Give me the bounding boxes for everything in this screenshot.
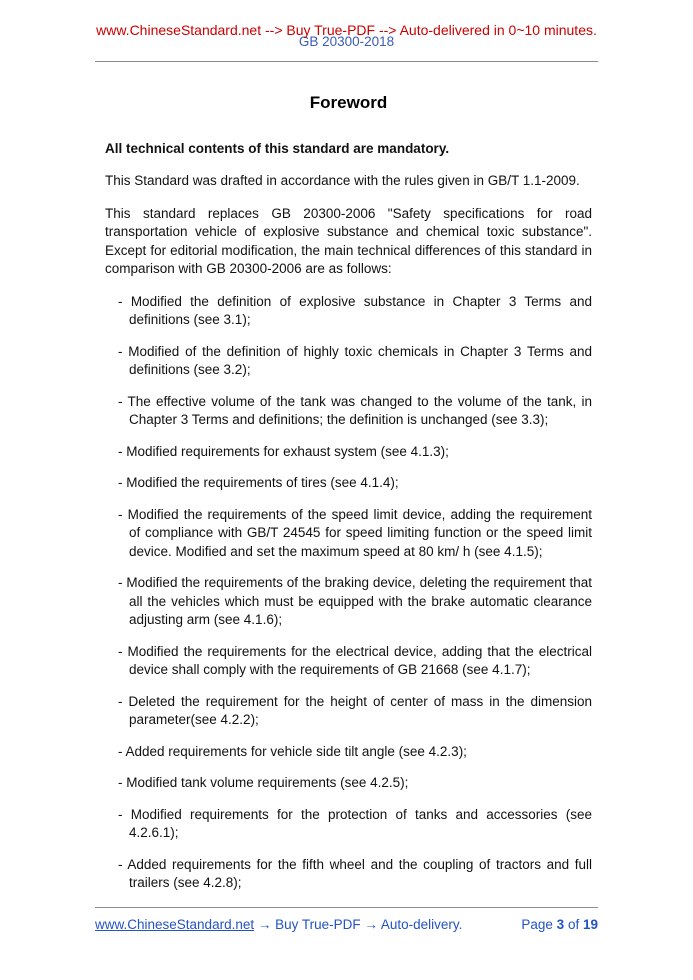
page-label: Page [521, 917, 553, 932]
of-label: of [567, 917, 580, 932]
list-item: - Modified tank volume requirements (see 4.2.5); [118, 775, 409, 790]
list-item: - Modified the requirements of the braking device, deleting the requirement that all the vehicles which must be equipped with the brake automatic clearance adjusting arm (see 4.1.6); [118, 575, 592, 627]
page-indicator [521, 917, 598, 932]
list-item: - Modified the requirements for the electrical device, adding that the electrical device shall comply with the requirements of GB 21668 (see 4.1.7); [118, 643, 592, 677]
total-pages: 19 [582, 917, 598, 932]
page-number: 3 [556, 917, 565, 932]
list-item: - Added requirements for vehicle side tilt angle (see 4.2.3); [118, 743, 467, 759]
paragraph-replaces: This standard replaces GB 20300-2006 "Safety specifications for road transportation vehicle of explosive substance and chemical toxic substance". Except for editorial modification, the main technical differences of this standard in comparison with GB 20300-2006 are as follows: [105, 205, 592, 276]
list-item: - Modified the definition of explosive substance in Chapter 3 Terms and definitions (see 3.1); [118, 293, 592, 327]
doc-number: GB 20300-2018 [298, 34, 395, 49]
list-item: - Added requirements for the fifth wheel and the coupling of tractors and full trailers (see 4.2.8); [118, 856, 592, 890]
footer-promo [95, 917, 462, 932]
list-item: - Modified the requirements of the speed limit device, adding the requirement of compliance with GB/T 24545 for speed limiting function or the speed limit device. Modified and set the maximum speed at 80 km/ h (see 4.1.5); [118, 506, 592, 559]
footer-link[interactable]: www.ChineseStandard.net [95, 917, 255, 932]
list-item: - Deleted the requirement for the height of center of mass in the dimension parameter(see 4.2.2); [118, 693, 592, 727]
bullet-list [105, 293, 592, 893]
paragraph-drafted: This Standard was drafted in accordance with the rules given in GB/T 1.1-2009. [105, 173, 580, 188]
page-title: Foreword [309, 93, 388, 112]
list-item: - The effective volume of the tank was changed to the volume of the tank, in Chapter 3 Terms and definitions; the definition is unchanged (see 3.3); [118, 393, 592, 427]
document-body [105, 86, 592, 906]
list-item: - Modified of the definition of highly toxic chemicals in Chapter 3 Terms and definitions (see 3.2); [118, 343, 592, 377]
page-footer [95, 907, 598, 932]
header-divider [95, 61, 598, 62]
footer-promo-text: → Buy True-PDF → Auto-delivery. [257, 917, 463, 932]
promo-banner: www.ChineseStandard.net --> Buy True-PDF --> Auto-delivered in 0~10 minutes. [96, 22, 597, 38]
list-item: - Modified the requirements of tires (see 4.1.4); [118, 475, 399, 490]
list-item: - Modified requirements for exhaust system (see 4.1.3); [118, 443, 449, 459]
paragraph-mandatory: All technical contents of this standard are mandatory. [105, 140, 450, 156]
list-item: - Modified requirements for the protection of tanks and accessories (see 4.2.6.1); [118, 806, 592, 840]
